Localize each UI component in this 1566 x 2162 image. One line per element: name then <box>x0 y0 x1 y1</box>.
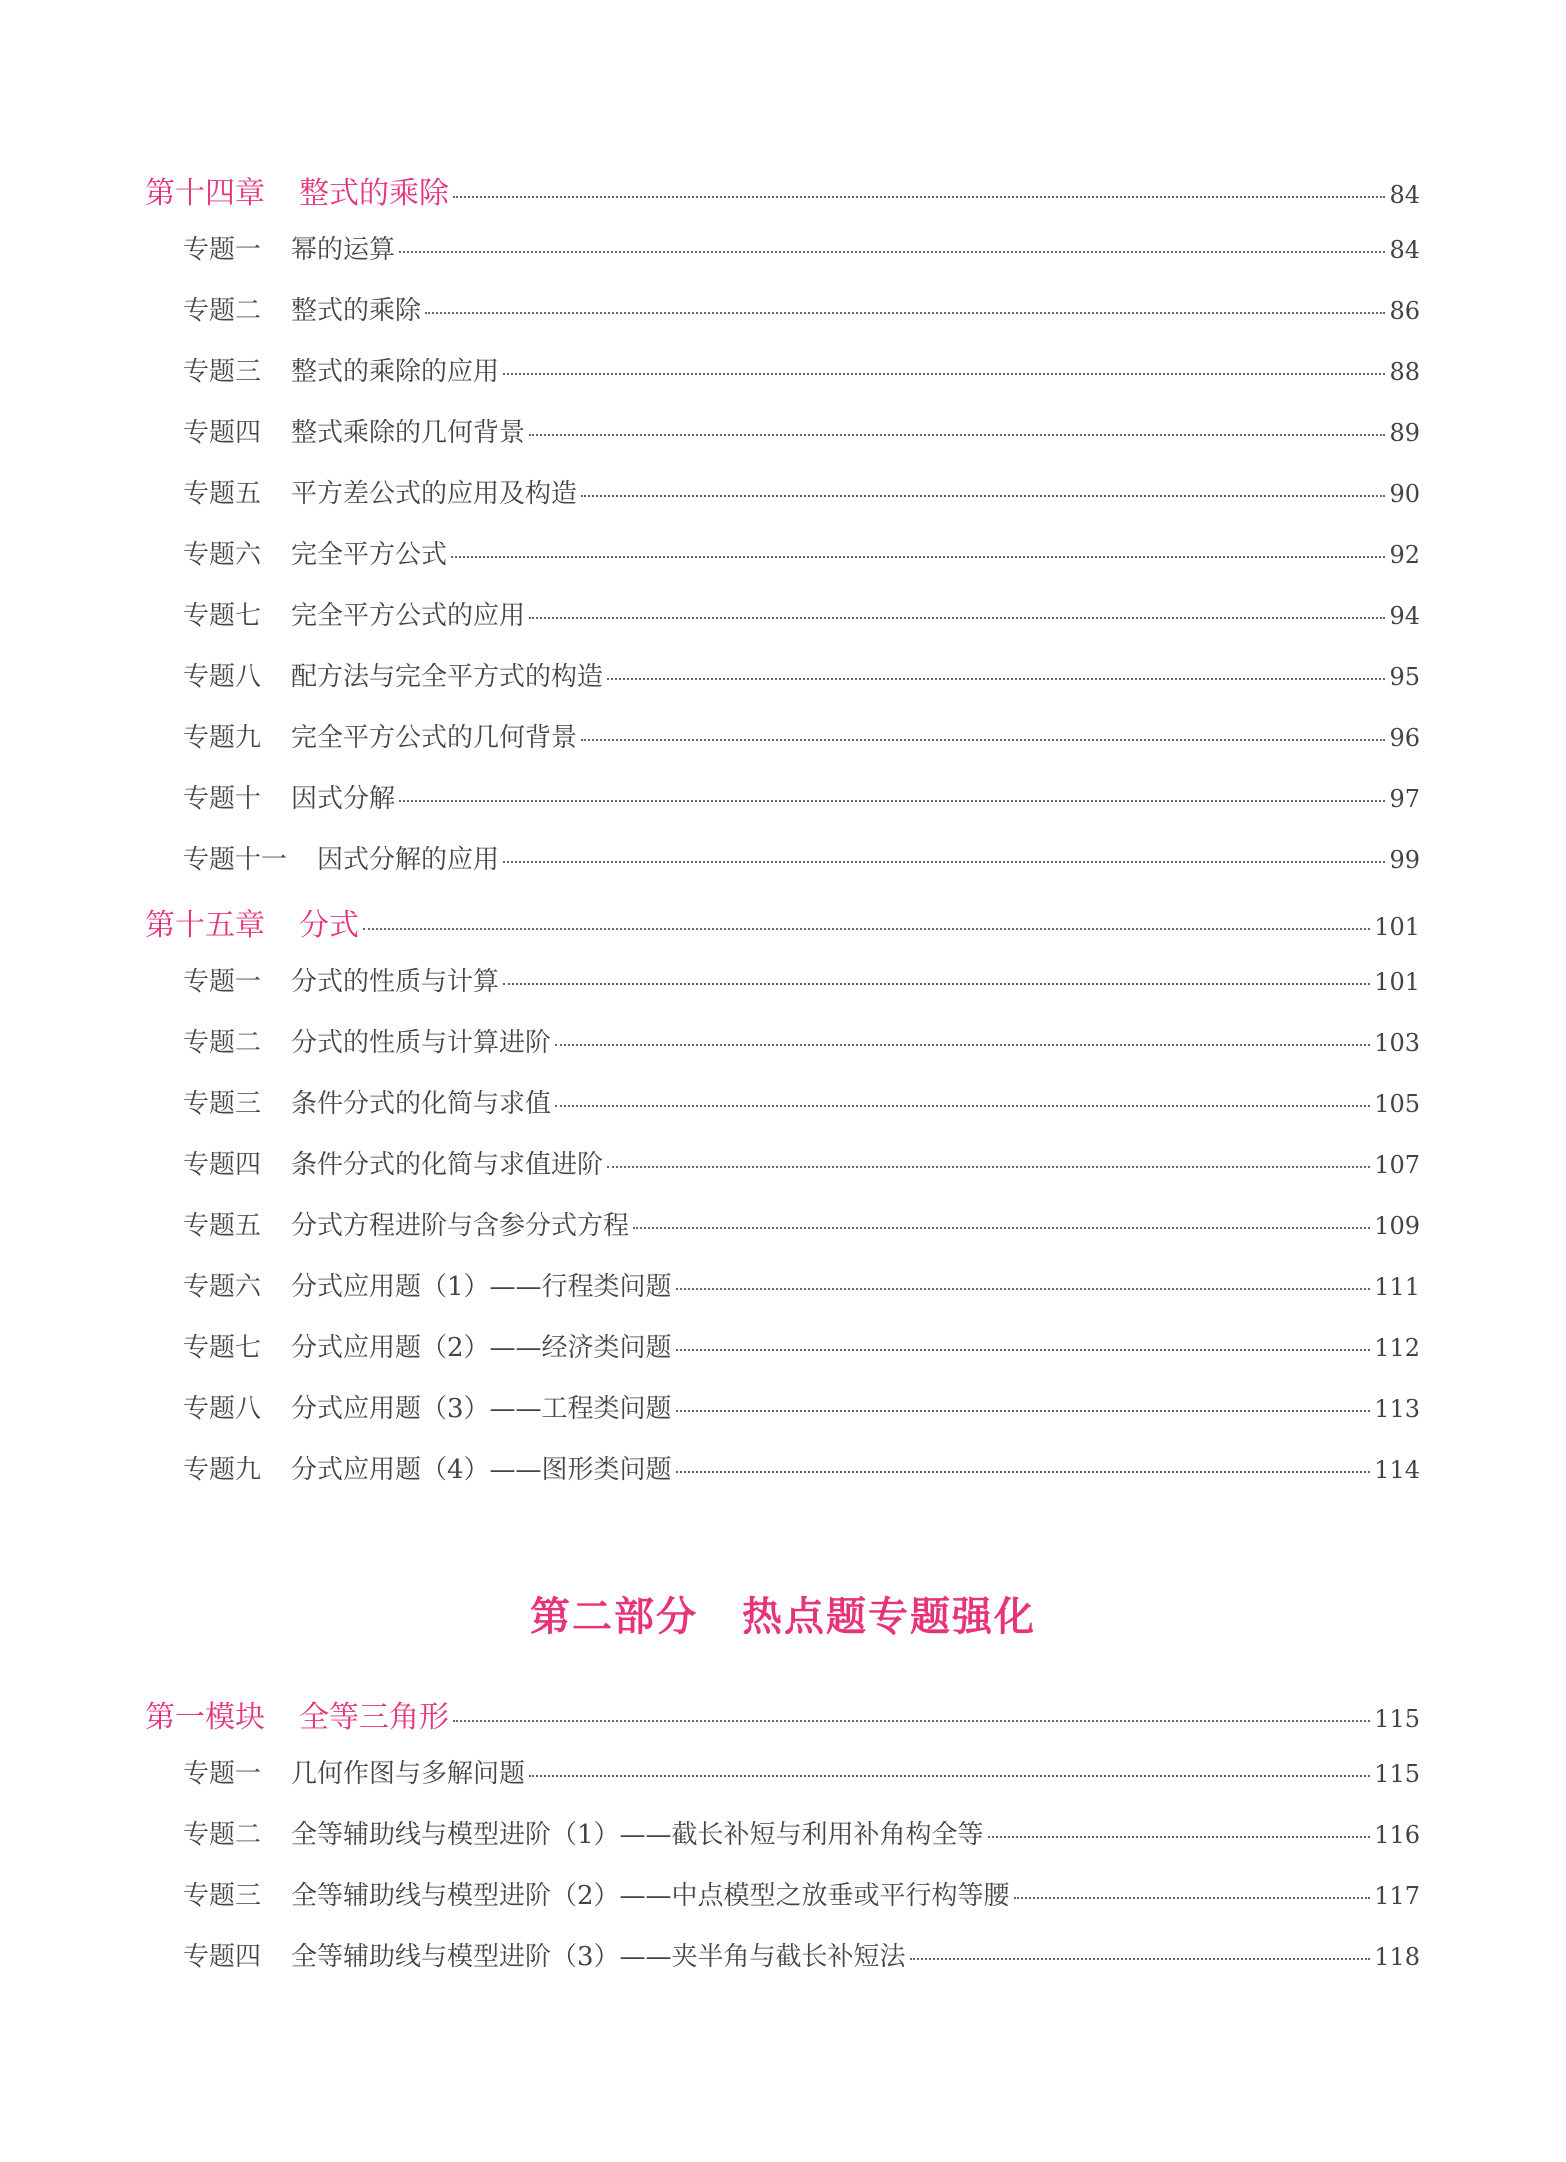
page-number: 116 <box>1374 1821 1420 1849</box>
topic-title: 整式的乘除 <box>291 296 422 326</box>
topic-number: 专题五 <box>183 1211 262 1241</box>
topic-title: 全等辅助线与模型进阶（2）——中点模型之放垂或平行构等腰 <box>291 1881 1010 1911</box>
topic-number: 专题一 <box>183 235 262 265</box>
toc-topic-entry[interactable] <box>145 1814 1420 1875</box>
topic-number: 专题一 <box>183 1759 262 1789</box>
page-number: 89 <box>1389 419 1420 447</box>
dot-leader <box>503 861 1385 863</box>
toc-topic-entry[interactable] <box>145 1875 1420 1936</box>
module-number: 第一模块 <box>145 1700 265 1735</box>
module-title: 全等三角形 <box>299 1700 449 1735</box>
page-number: 84 <box>1389 181 1420 209</box>
page-number: 86 <box>1389 297 1420 325</box>
part-heading <box>0 1585 1566 1642</box>
page-number: 99 <box>1389 846 1420 874</box>
topic-title: 配方法与完全平方式的构造 <box>291 662 604 692</box>
topic-title: 幂的运算 <box>291 235 396 265</box>
toc-chapter-entry[interactable] <box>145 168 1420 229</box>
toc-topic-entry[interactable] <box>145 1144 1420 1205</box>
dot-leader <box>503 373 1385 375</box>
page-number: 101 <box>1374 968 1420 996</box>
toc-topic-entry[interactable] <box>145 656 1420 717</box>
toc-topic-entry[interactable] <box>145 229 1420 290</box>
page-number: 94 <box>1389 602 1420 630</box>
dot-leader <box>676 1288 1371 1290</box>
topic-number: 专题三 <box>183 357 262 387</box>
topic-title: 分式的性质与计算进阶 <box>291 1028 552 1058</box>
toc-topic-entry[interactable] <box>145 839 1420 900</box>
toc-module-entry[interactable] <box>145 1692 1420 1753</box>
dot-leader <box>503 983 1370 985</box>
toc-topic-entry[interactable] <box>145 1936 1420 1997</box>
toc-topic-entry[interactable] <box>145 351 1420 412</box>
dot-leader <box>555 1105 1370 1107</box>
dot-leader <box>363 928 1370 930</box>
toc-topic-entry[interactable] <box>145 1022 1420 1083</box>
dot-leader <box>910 1958 1371 1960</box>
topic-title: 因式分解的应用 <box>317 845 500 875</box>
page-number: 96 <box>1389 724 1420 752</box>
topic-title: 整式乘除的几何背景 <box>291 418 526 448</box>
dot-leader <box>451 556 1385 558</box>
topic-number: 专题八 <box>183 662 262 692</box>
topic-number: 专题四 <box>183 1942 262 1972</box>
dot-leader <box>529 1775 1370 1777</box>
dot-leader <box>676 1410 1371 1412</box>
topic-title: 分式的性质与计算 <box>291 967 500 997</box>
dot-leader <box>453 196 1385 198</box>
page-number: 107 <box>1374 1151 1420 1179</box>
topic-number: 专题二 <box>183 1820 262 1850</box>
topic-number: 专题七 <box>183 601 262 631</box>
dot-leader <box>581 739 1385 741</box>
dot-leader <box>529 617 1385 619</box>
topic-number: 专题四 <box>183 418 262 448</box>
topic-number: 专题三 <box>183 1089 262 1119</box>
topic-title: 分式应用题（2）——经济类问题 <box>291 1333 672 1363</box>
page-number: 88 <box>1389 358 1420 386</box>
topic-title: 全等辅助线与模型进阶（1）——截长补短与利用补角构全等 <box>291 1820 984 1850</box>
topic-title: 分式应用题（3）——工程类问题 <box>291 1394 672 1424</box>
topic-title: 分式方程进阶与含参分式方程 <box>291 1211 630 1241</box>
page-number: 115 <box>1374 1760 1420 1788</box>
topic-title: 整式的乘除的应用 <box>291 357 500 387</box>
toc-block-part1 <box>145 168 1420 1510</box>
topic-title: 平方差公式的应用及构造 <box>291 479 578 509</box>
topic-number: 专题三 <box>183 1881 262 1911</box>
dot-leader <box>1014 1897 1371 1899</box>
topic-number: 专题六 <box>183 1272 262 1302</box>
page-number: 115 <box>1374 1705 1420 1733</box>
page-number: 118 <box>1374 1943 1420 1971</box>
toc-topic-entry[interactable] <box>145 595 1420 656</box>
chapter-title: 整式的乘除 <box>299 176 449 211</box>
dot-leader <box>529 434 1385 436</box>
topic-title: 因式分解 <box>291 784 396 814</box>
page-number: 84 <box>1389 236 1420 264</box>
dot-leader <box>425 312 1385 314</box>
page-number: 95 <box>1389 663 1420 691</box>
dot-leader <box>607 678 1385 680</box>
page-number: 112 <box>1374 1334 1420 1362</box>
topic-title: 条件分式的化简与求值进阶 <box>291 1150 604 1180</box>
topic-number: 专题九 <box>183 723 262 753</box>
topic-title: 分式应用题（1）——行程类问题 <box>291 1272 672 1302</box>
toc-topic-entry[interactable] <box>145 534 1420 595</box>
toc-topic-entry[interactable] <box>145 961 1420 1022</box>
dot-leader <box>555 1044 1370 1046</box>
dot-leader <box>633 1227 1370 1229</box>
topic-number: 专题六 <box>183 540 262 570</box>
topic-number: 专题五 <box>183 479 262 509</box>
toc-topic-entry[interactable] <box>145 473 1420 534</box>
topic-number: 专题七 <box>183 1333 262 1363</box>
chapter-number: 第十五章 <box>145 908 265 943</box>
page-number: 105 <box>1374 1090 1420 1118</box>
topic-title: 完全平方公式 <box>291 540 448 570</box>
part-title: 热点题专题强化 <box>742 1593 1036 1640</box>
toc-topic-entry[interactable] <box>145 1083 1420 1144</box>
dot-leader <box>399 251 1385 253</box>
dot-leader <box>453 1720 1370 1722</box>
dot-leader <box>676 1471 1371 1473</box>
dot-leader <box>581 495 1385 497</box>
toc-topic-entry[interactable] <box>145 1449 1420 1510</box>
topic-number: 专题一 <box>183 967 262 997</box>
toc-chapter-entry[interactable] <box>145 900 1420 961</box>
dot-leader <box>988 1836 1371 1838</box>
topic-title: 分式应用题（4）——图形类问题 <box>291 1455 672 1485</box>
toc-topic-entry[interactable] <box>145 1327 1420 1388</box>
page-number: 97 <box>1389 785 1420 813</box>
toc-topic-entry[interactable] <box>145 1388 1420 1449</box>
page-number: 114 <box>1374 1456 1420 1484</box>
toc-topic-entry[interactable] <box>145 1753 1420 1814</box>
topic-number: 专题二 <box>183 1028 262 1058</box>
toc-topic-entry[interactable] <box>145 1266 1420 1327</box>
topic-number: 专题四 <box>183 1150 262 1180</box>
page-number: 113 <box>1374 1395 1420 1423</box>
toc-topic-entry[interactable] <box>145 1205 1420 1266</box>
toc-topic-entry[interactable] <box>145 778 1420 839</box>
dot-leader <box>399 800 1385 802</box>
page-number: 101 <box>1374 913 1420 941</box>
topic-title: 完全平方公式的几何背景 <box>291 723 578 753</box>
topic-title: 条件分式的化简与求值 <box>291 1089 552 1119</box>
part-label: 第二部分 <box>530 1593 698 1640</box>
page-number: 92 <box>1389 541 1420 569</box>
topic-number: 专题二 <box>183 296 262 326</box>
topic-title: 几何作图与多解问题 <box>291 1759 526 1789</box>
toc-topic-entry[interactable] <box>145 412 1420 473</box>
dot-leader <box>676 1349 1371 1351</box>
chapter-title: 分式 <box>299 908 359 943</box>
topic-number: 专题八 <box>183 1394 262 1424</box>
page-number: 111 <box>1374 1273 1420 1301</box>
chapter-number: 第十四章 <box>145 176 265 211</box>
topic-number: 专题十一 <box>183 845 288 875</box>
topic-number: 专题九 <box>183 1455 262 1485</box>
toc-block-part2 <box>145 1692 1420 1997</box>
page-number: 117 <box>1374 1882 1420 1910</box>
dot-leader <box>607 1166 1370 1168</box>
topic-title: 完全平方公式的应用 <box>291 601 526 631</box>
page-number: 103 <box>1374 1029 1420 1057</box>
topic-title: 全等辅助线与模型进阶（3）——夹半角与截长补短法 <box>291 1942 906 1972</box>
page-number: 109 <box>1374 1212 1420 1240</box>
page-number: 90 <box>1389 480 1420 508</box>
topic-number: 专题十 <box>183 784 262 814</box>
toc-topic-entry[interactable] <box>145 290 1420 351</box>
toc-topic-entry[interactable] <box>145 717 1420 778</box>
